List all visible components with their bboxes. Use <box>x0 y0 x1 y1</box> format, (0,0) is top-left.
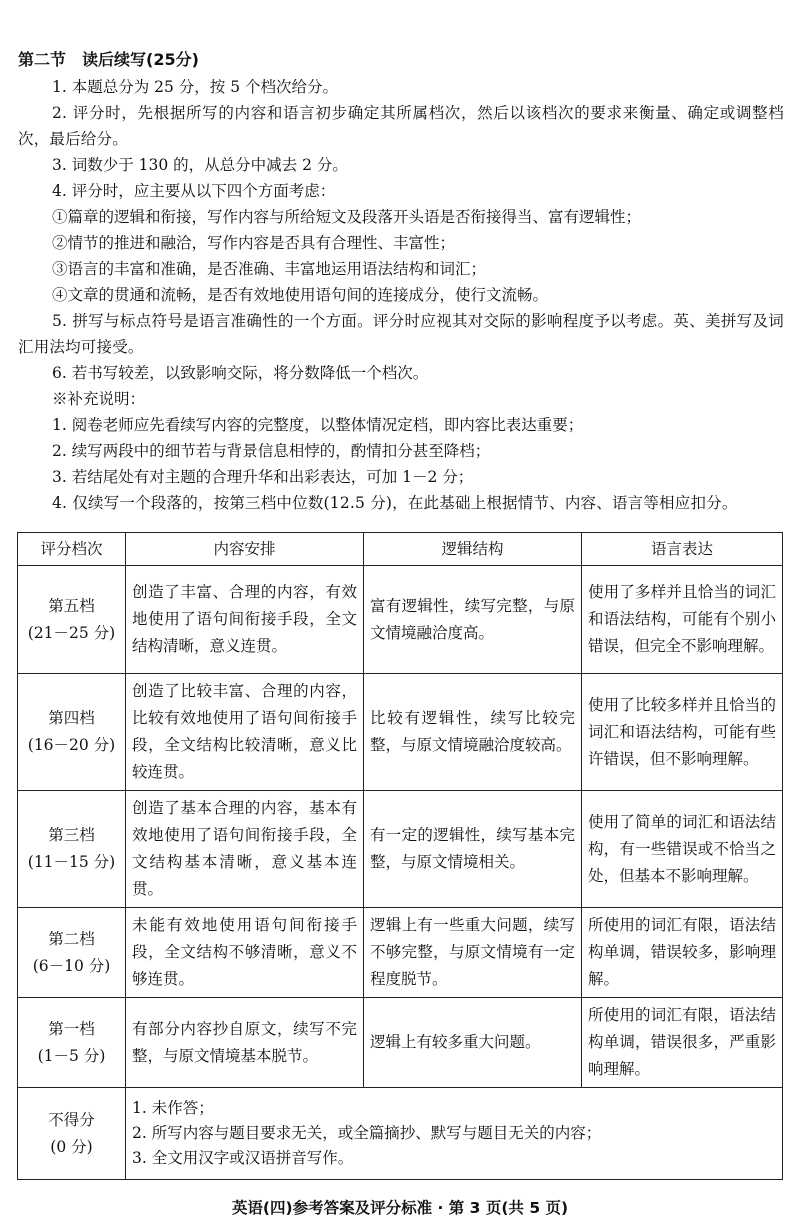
rule-6: 6. 若书写较差，以致影响交际，将分数降低一个档次。 <box>52 364 429 382</box>
table-row <box>18 566 783 674</box>
content-cell: 创造了基本合理的内容，基本有效地使用了语句间衔接手段，全文结构基本清晰，意义基本连贯。 <box>126 791 364 908</box>
supplement-title: ※补充说明： <box>52 390 146 408</box>
level-cell <box>18 1088 126 1180</box>
supplement-4: 4. 仅续写一个段落的，按第三档中位数(12.5 分)，在此基础上根据情节、内容、语言等相应扣分。 <box>52 494 738 512</box>
level-range: (21－25 分) <box>27 623 116 642</box>
content-cell: 未能有效地使用语句间衔接手段，全文结构不够清晰，意义不够连贯。 <box>126 908 364 998</box>
rule-5: 5. 拼写与标点符号是语言准确性的一个方面。评分时应视其对交际的影响程度予以考虑。英、美拼写及词汇用法均可接受。 <box>18 312 784 356</box>
level-name: 第二档 <box>48 929 95 948</box>
language-cell: 所使用的词汇有限，语法结构单调，错误较多，影响理解。 <box>582 908 783 998</box>
rule-4-aspect-3: ③语言的丰富和准确，是否准确、丰富地运用语法结构和词汇； <box>52 260 487 278</box>
level-name: 第四档 <box>48 709 95 727</box>
supplement-1: 1. 阅卷老师应先看续写内容的完整度，以整体情况定档，即内容比表达重要； <box>52 416 584 434</box>
level-cell <box>18 908 126 998</box>
level-range: (6－10 分) <box>32 956 111 975</box>
table-row <box>18 998 783 1088</box>
table-row <box>18 791 783 908</box>
level-range: (11－15 分) <box>27 853 116 871</box>
logic-cell: 逻辑上有一些重大问题，续写不够完整，与原文情境有一定程度脱节。 <box>364 908 582 998</box>
header-logic: 逻辑结构 <box>364 533 582 566</box>
rule-1: 1. 本题总分为 25 分，按 5 个档次给分。 <box>52 78 339 96</box>
section-title: 第二节 读后续写(25分) <box>18 50 199 69</box>
logic-cell: 富有逻辑性，续写完整，与原文情境融洽度高。 <box>364 566 582 674</box>
rule-4: 4. 评分时，应主要从以下四个方面考虑： <box>52 182 336 200</box>
logic-cell: 比较有逻辑性，续写比较完整，与原文情境融洽度较高。 <box>364 674 582 791</box>
level-cell <box>18 674 126 791</box>
content-cell: 创造了丰富、合理的内容，有效地使用了语句间衔接手段，全文结构清晰，意义连贯。 <box>126 566 364 674</box>
table-row <box>18 908 783 998</box>
list-item: 3. 全文用汉字或汉语拼音写作。 <box>132 1149 354 1167</box>
level-name: 不得分 <box>48 1110 95 1129</box>
content-cell: 有部分内容抄自原文，续写不完整，与原文情境基本脱节。 <box>126 998 364 1088</box>
logic-cell: 有一定的逻辑性，续写基本完整，与原文情境相关。 <box>364 791 582 908</box>
rule-4-aspect-1: ①篇章的逻辑和衔接，写作内容与所给短文及段落开头语是否衔接得当、富有逻辑性； <box>52 208 642 226</box>
scoring-rules <box>18 74 784 516</box>
level-range: (16－20 分) <box>27 736 116 754</box>
language-cell: 所使用的词汇有限，语法结构单调，错误很多，严重影响理解。 <box>582 998 783 1088</box>
supplement-3: 3. 若结尾处有对主题的合理升华和出彩表达，可加 1－2 分； <box>52 468 474 486</box>
table-header-row <box>18 533 783 566</box>
language-cell: 使用了比较多样并且恰当的词汇和语法结构，可能有些许错误，但不影响理解。 <box>582 674 783 791</box>
language-cell: 使用了简单的词汇和语法结构，有一些错误或不恰当之处，但基本不影响理解。 <box>582 791 783 908</box>
header-language: 语言表达 <box>582 533 783 566</box>
level-range: (1－5 分) <box>37 1046 106 1065</box>
language-cell: 使用了多样并且恰当的词汇和语法结构，可能有个别小错误，但完全不影响理解。 <box>582 566 783 674</box>
level-cell <box>18 998 126 1088</box>
scoring-table <box>17 532 783 1180</box>
list-item: 1. 未作答； <box>132 1099 214 1117</box>
table-row-no-score <box>18 1088 783 1180</box>
rule-4-aspect-4: ④文章的贯通和流畅，是否有效地使用语句间的连接成分，使行文流畅。 <box>52 286 549 304</box>
table-row <box>18 674 783 791</box>
list-item: 2. 所写内容与题目要求无关，或全篇摘抄、默写与题目无关的内容； <box>132 1124 602 1142</box>
level-name: 第一档 <box>48 1019 95 1038</box>
level-cell <box>18 566 126 674</box>
level-cell <box>18 791 126 908</box>
rule-2: 2. 评分时，先根据所写的内容和语言初步确定其所属档次，然后以该档次的要求来衡量、确定或调整档次，最后给分。 <box>18 104 784 148</box>
logic-cell: 逻辑上有较多重大问题。 <box>364 998 582 1088</box>
rule-4-aspect-2: ②情节的推进和融洽，写作内容是否具有合理性、丰富性； <box>52 234 456 252</box>
rule-3: 3. 词数少于 130 的，从总分中减去 2 分。 <box>52 156 348 174</box>
level-range: (0 分) <box>50 1137 93 1156</box>
supplement-2: 2. 续写两段中的细节若与背景信息相悖的，酌情扣分甚至降档； <box>52 442 491 460</box>
content-cell: 创造了比较丰富、合理的内容，比较有效地使用了语句间衔接手段，全文结构比较清晰，意义比较连贯。 <box>126 674 364 791</box>
page-footer: 英语(四)参考答案及评分标准 · 第 3 页(共 5 页) <box>231 1199 569 1217</box>
header-level: 评分档次 <box>18 533 126 566</box>
level-name: 第三档 <box>48 826 95 844</box>
header-content: 内容安排 <box>126 533 364 566</box>
no-score-reasons <box>126 1088 783 1180</box>
level-name: 第五档 <box>48 596 95 615</box>
